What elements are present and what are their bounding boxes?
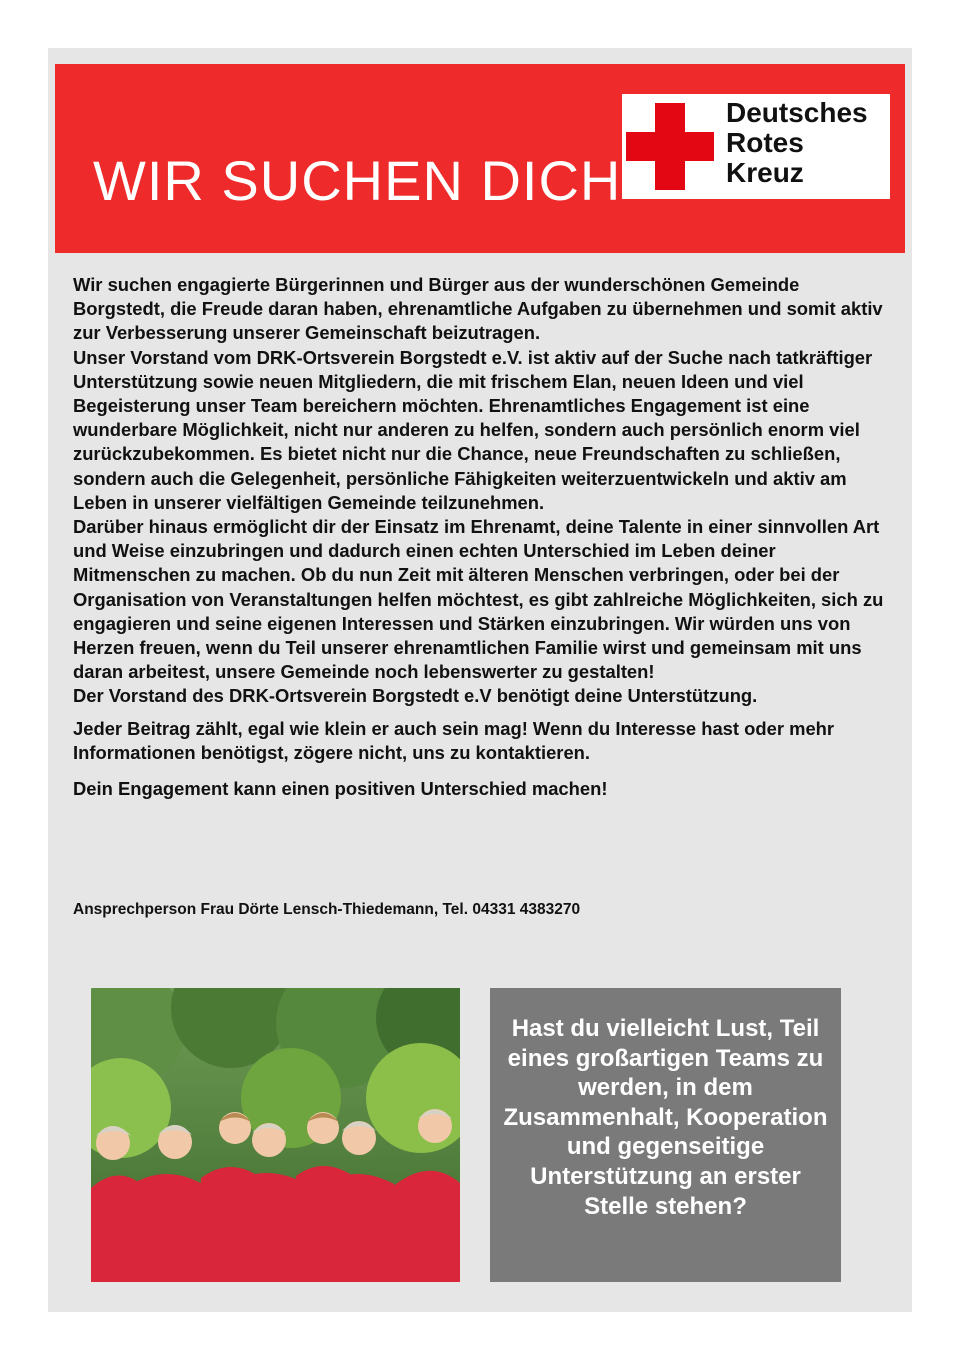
body-text	[73, 273, 893, 801]
paragraph-closing: Dein Engagement kann einen positiven Unterschied machen!	[73, 778, 608, 800]
logo-line-2: Rotes	[726, 127, 804, 158]
logo-wordmark	[726, 98, 868, 188]
flyer-page	[48, 48, 912, 1312]
paragraph-intro: Wir suchen engagierte Bürgerinnen und Bürger aus der wunderschönen Gemeinde Borgstedt, die Freude daran haben, ehrenamtliche Aufgaben zu übernehmen und somit aktiv zur Verbesserung unserer Gemeinschaft beizutragen.	[73, 274, 883, 344]
paragraph-vorstand: Unser Vorstand vom DRK-Ortsverein Borgstedt e.V. ist aktiv auf der Suche nach tatkräftiger Unterstützung sowie neuen Mitgliedern, die mit frischem Elan, neuen Ideen und viel Begeisterung unser Team bereichern möchten. Ehrenamtliches Engagement ist eine wunderbare Möglichkeit, nicht nur anderen zu helfen, sondern auch persönlich enorm viel zurückzubekommen. Es bietet nicht nur die Chance, neue Freundschaften zu schließen, sondern auch die Gelegenheit, persönliche Fähigkeiten weiterzuentwickeln und aktiv am Leben in unserer vielfältigen Gemeinde teilzunehmen.	[73, 346, 873, 513]
callout-box	[490, 988, 841, 1282]
contact-person: Ansprechperson Frau Dörte Lensch-Thiedemann, Tel. 04331 4383270	[73, 901, 581, 918]
logo-line-1: Deutsches	[726, 97, 868, 128]
headline: WIR SUCHEN DICH	[93, 149, 622, 212]
paragraph-contact-invite: Jeder Beitrag zählt, egal wie klein er auch sein mag! Wenn du Interesse hast oder mehr Informationen benötigst, zögere nicht, uns zu kontaktieren.	[73, 717, 835, 763]
team-photo-illustration	[91, 988, 460, 1282]
red-cross-icon-bar	[626, 132, 714, 161]
header-banner	[55, 64, 905, 253]
logo-line-3: Kreuz	[726, 157, 804, 188]
callout-text: Hast du vielleicht Lust, Teil eines großartigen Teams zu werden, in dem Zusammenhalt, Kooperation und gegenseitige Unterstützung an erster Stelle stehen?	[503, 1015, 828, 1220]
drk-logo	[622, 94, 890, 199]
team-photo	[91, 988, 460, 1282]
paragraph-ehrenamt: Darüber hinaus ermöglicht dir der Einsatz im Ehrenamt, deine Talente in einer sinnvollen Art und Weise einzubringen und dadurch einen echten Unterschied im Leben deiner Mitmenschen zu machen. Ob du nun Zeit mit älteren Menschen verbringen, oder bei der Organisation von Veranstaltungen helfen möchtest, es gibt zahlreiche Möglichkeiten, sich zu engagieren und seine eigenen Interessen und Stärken einzubringen. Wir würden uns von Herzen freuen, wenn du Teil unserer ehrenamtlichen Familie wirst und gemeinsam mit uns daran arbeitest, unsere Gemeinde noch lebenswerter zu gestalten!	[73, 516, 884, 683]
paragraph-support: Der Vorstand des DRK-Ortsverein Borgstedt e.V benötigt deine Unterstützung.	[73, 685, 758, 707]
